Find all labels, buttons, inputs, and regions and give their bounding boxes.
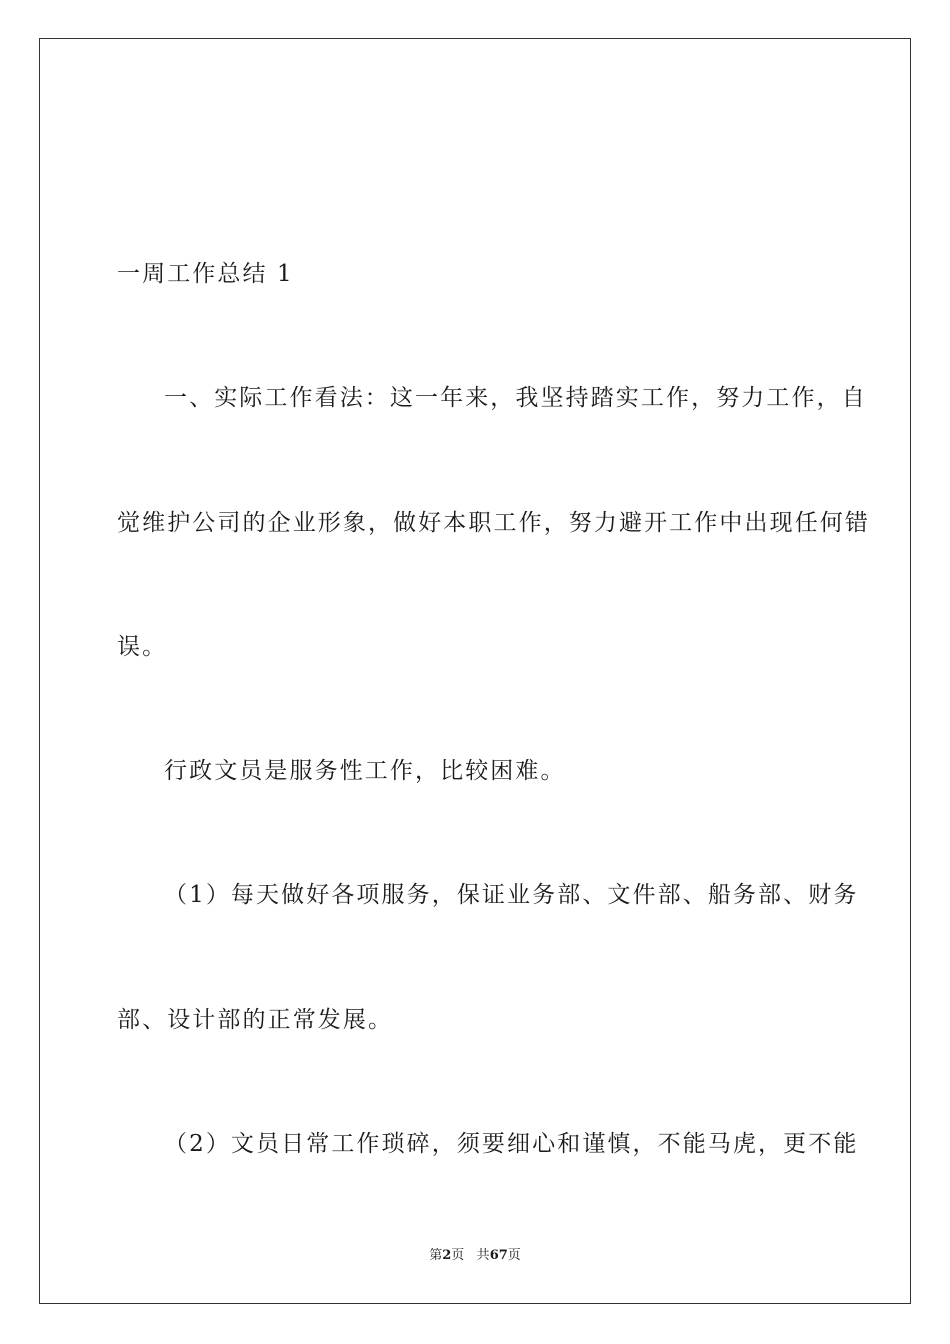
footer-total-suffix: 页 (507, 1248, 521, 1263)
footer-total-prefix: 共 (476, 1248, 490, 1263)
paragraph-line: 觉维护公司的企业形象，做好本职工作，努力避开工作中出现任何错 (117, 510, 870, 536)
page-footer (0, 1248, 950, 1264)
footer-total-pages: 67 (489, 1248, 508, 1263)
footer-page-number: 2 (442, 1248, 452, 1263)
footer-page-suffix: 页 (451, 1248, 465, 1263)
paragraph-line: 部、设计部的正常发展。 (117, 1007, 394, 1033)
footer-page-prefix: 第 (429, 1248, 443, 1263)
paragraph-line: 误。 (117, 634, 168, 660)
document-title: 一周工作总结 1 (117, 261, 294, 287)
paragraph-line: 行政文员是服务性工作，比较困难。 (164, 758, 566, 784)
paragraph-line: （1）每天做好各项服务，保证业务部、文件部、船务部、财务 (164, 882, 859, 908)
page-frame (39, 38, 911, 1304)
paragraph-line: 一、实际工作看法：这一年来，我坚持踏实工作，努力工作，自 (164, 385, 867, 411)
paragraph-line: （2）文员日常工作琐碎，须要细心和谨慎，不能马虎，更不能 (164, 1131, 859, 1157)
